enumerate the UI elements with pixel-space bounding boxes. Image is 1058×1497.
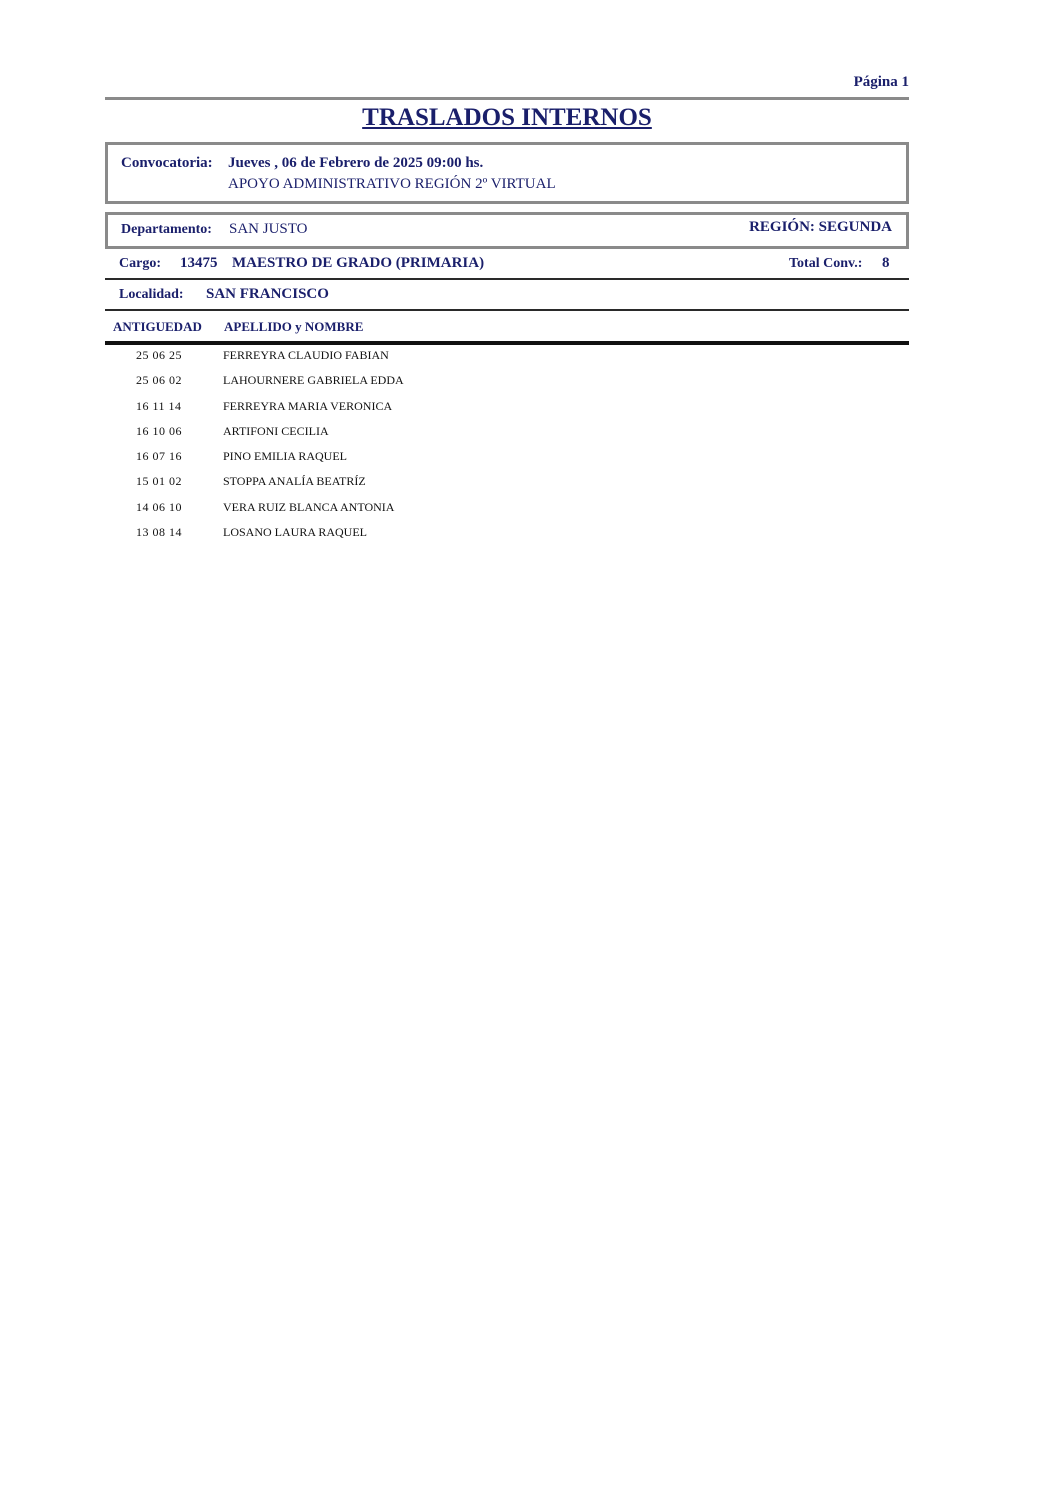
- convocatoria-description: APOYO ADMINISTRATIVO REGIÓN 2º VIRTUAL: [228, 176, 556, 192]
- table-row: [105, 397, 909, 422]
- antiguedad-cell: 16 07 16: [136, 449, 182, 464]
- nombre-cell: ARTIFONI CECILIA: [223, 423, 329, 438]
- cargo-code: 13475: [180, 255, 218, 271]
- antiguedad-cell: 16 11 14: [136, 398, 182, 413]
- antiguedad-cell: 25 06 02: [136, 373, 182, 388]
- total-conv-label: Total Conv.:: [789, 256, 863, 271]
- antiguedad-cell: 15 01 02: [136, 474, 182, 489]
- departamento-label: Departamento:: [121, 222, 212, 237]
- convocatoria-date: Jueves , 06 de Febrero de 2025 09:00 hs.: [228, 155, 484, 171]
- departamento-value: SAN JUSTO: [229, 221, 308, 237]
- localidad-row: [105, 281, 909, 311]
- cargo-row: [105, 250, 909, 280]
- antiguedad-cell: 13 08 14: [136, 525, 182, 540]
- departamento-box: [105, 212, 909, 249]
- nombre-cell: STOPPA ANALÍA BEATRÍZ: [223, 474, 366, 489]
- column-header-nombre: APELLIDO y NOMBRE: [224, 319, 364, 334]
- table-row: [105, 447, 909, 472]
- page-number: Página 1: [853, 74, 909, 90]
- antiguedad-cell: 16 10 06: [136, 423, 182, 438]
- nombre-cell: VERA RUIZ BLANCA ANTONIA: [223, 499, 395, 514]
- nombre-cell: LAHOURNERE GABRIELA EDDA: [223, 373, 404, 388]
- antiguedad-cell: 25 06 25: [136, 348, 182, 362]
- convocatoria-box: [105, 142, 909, 204]
- convocatoria-label: Convocatoria:: [121, 155, 213, 171]
- table-row: [105, 371, 909, 396]
- total-conv-value: 8: [882, 255, 890, 271]
- localidad-value: SAN FRANCISCO: [206, 286, 329, 302]
- cargo-name: MAESTRO DE GRADO (PRIMARIA): [232, 255, 485, 271]
- nombre-cell: FERREYRA MARIA VERONICA: [223, 398, 393, 413]
- table-row: [105, 472, 909, 497]
- nombre-cell: PINO EMILIA RAQUEL: [223, 449, 347, 464]
- table-header: [105, 312, 909, 345]
- column-header-antiguedad: ANTIGUEDAD: [113, 319, 202, 334]
- table-body: [105, 346, 909, 548]
- localidad-label: Localidad:: [119, 287, 184, 302]
- nombre-cell: LOSANO LAURA RAQUEL: [223, 525, 367, 540]
- table-row: [105, 346, 909, 371]
- region-value: REGIÓN: SEGUNDA: [749, 219, 892, 235]
- document-title: TRASLADOS INTERNOS: [362, 104, 652, 131]
- cargo-label: Cargo:: [119, 256, 161, 271]
- table-row: [105, 422, 909, 447]
- table-row: [105, 498, 909, 523]
- nombre-cell: FERREYRA CLAUDIO FABIAN: [223, 348, 389, 362]
- antiguedad-cell: 14 06 10: [136, 499, 182, 514]
- header-rule: [105, 97, 909, 100]
- table-row: [105, 523, 909, 548]
